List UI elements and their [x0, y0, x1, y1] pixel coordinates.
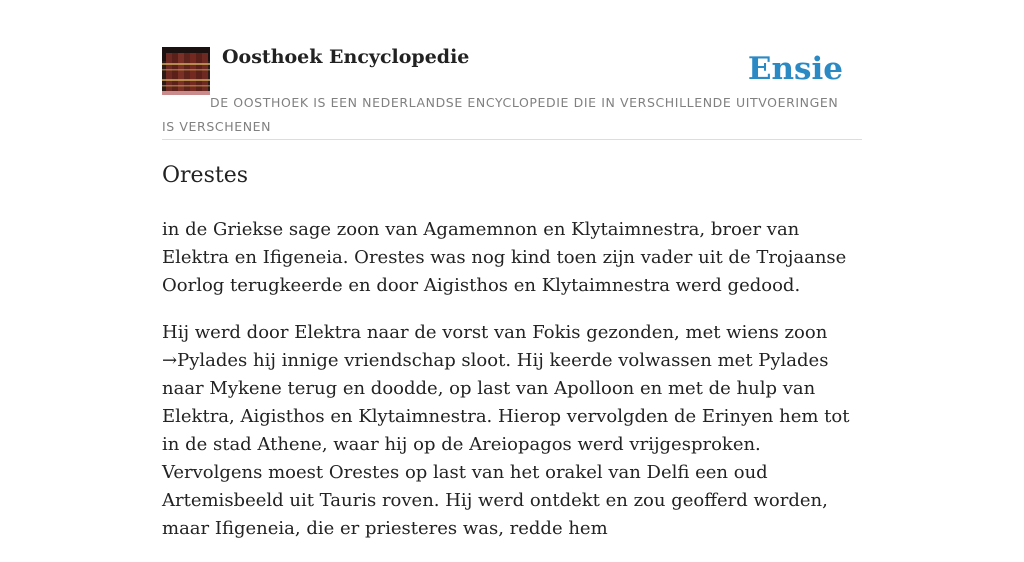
article-title: Orestes [162, 163, 249, 188]
link-label: Pylades [177, 350, 248, 371]
header-divider [162, 139, 862, 140]
paragraph-text-before: Hij werd door Elektra naar de vorst van Fokis gezonden, met wiens zoon [162, 322, 828, 343]
article-paragraph-1: in de Griekse sage zoon van Agamemnon en Klytaimnestra, broer van Elektra en Ifigeneia. Orestes was nog kind toen zijn vader uit de Trojaanse Oorlog terugkeerde en door Aigisthos en Klytaimnestra werd gedood. [162, 219, 847, 296]
brand-logo[interactable]: Ensie [747, 51, 843, 87]
source-avatar[interactable] [162, 47, 210, 95]
paragraph-text-after: hij innige vriendschap sloot. Hij keerde volwassen met Pylades naar Mykene terug en doodde, op last van Apolloon en met de hulp van Elektra, Aigisthos en Klytaimnestra. Hierop vervolgden de Erinyen hem tot in de stad Athene, waar hij op de Areiopagos werd vrijgesproken. Vervolgens moest Orestes op last van het orakel van Delfi een oud Artemisbeeld uit Tauris roven. Hij werd ontdekt en zou geofferd worden, maar Ifigeneia, die er priesteres was, redde hem [162, 350, 850, 539]
article-paragraph-2 [162, 319, 862, 543]
encyclopedia-books-icon [162, 47, 210, 95]
source-description: DE OOSTHOEK IS EEN NEDERLANDSE ENCYCLOPEDIE DIE IN VERSCHILLENDE UITVOERINGEN IS VERSCHENEN [162, 95, 839, 134]
pylades-link[interactable] [162, 350, 247, 371]
source-title[interactable]: Oosthoek Encyclopedie [222, 46, 470, 68]
article-body [162, 216, 862, 562]
link-arrow-icon: → [162, 350, 178, 371]
